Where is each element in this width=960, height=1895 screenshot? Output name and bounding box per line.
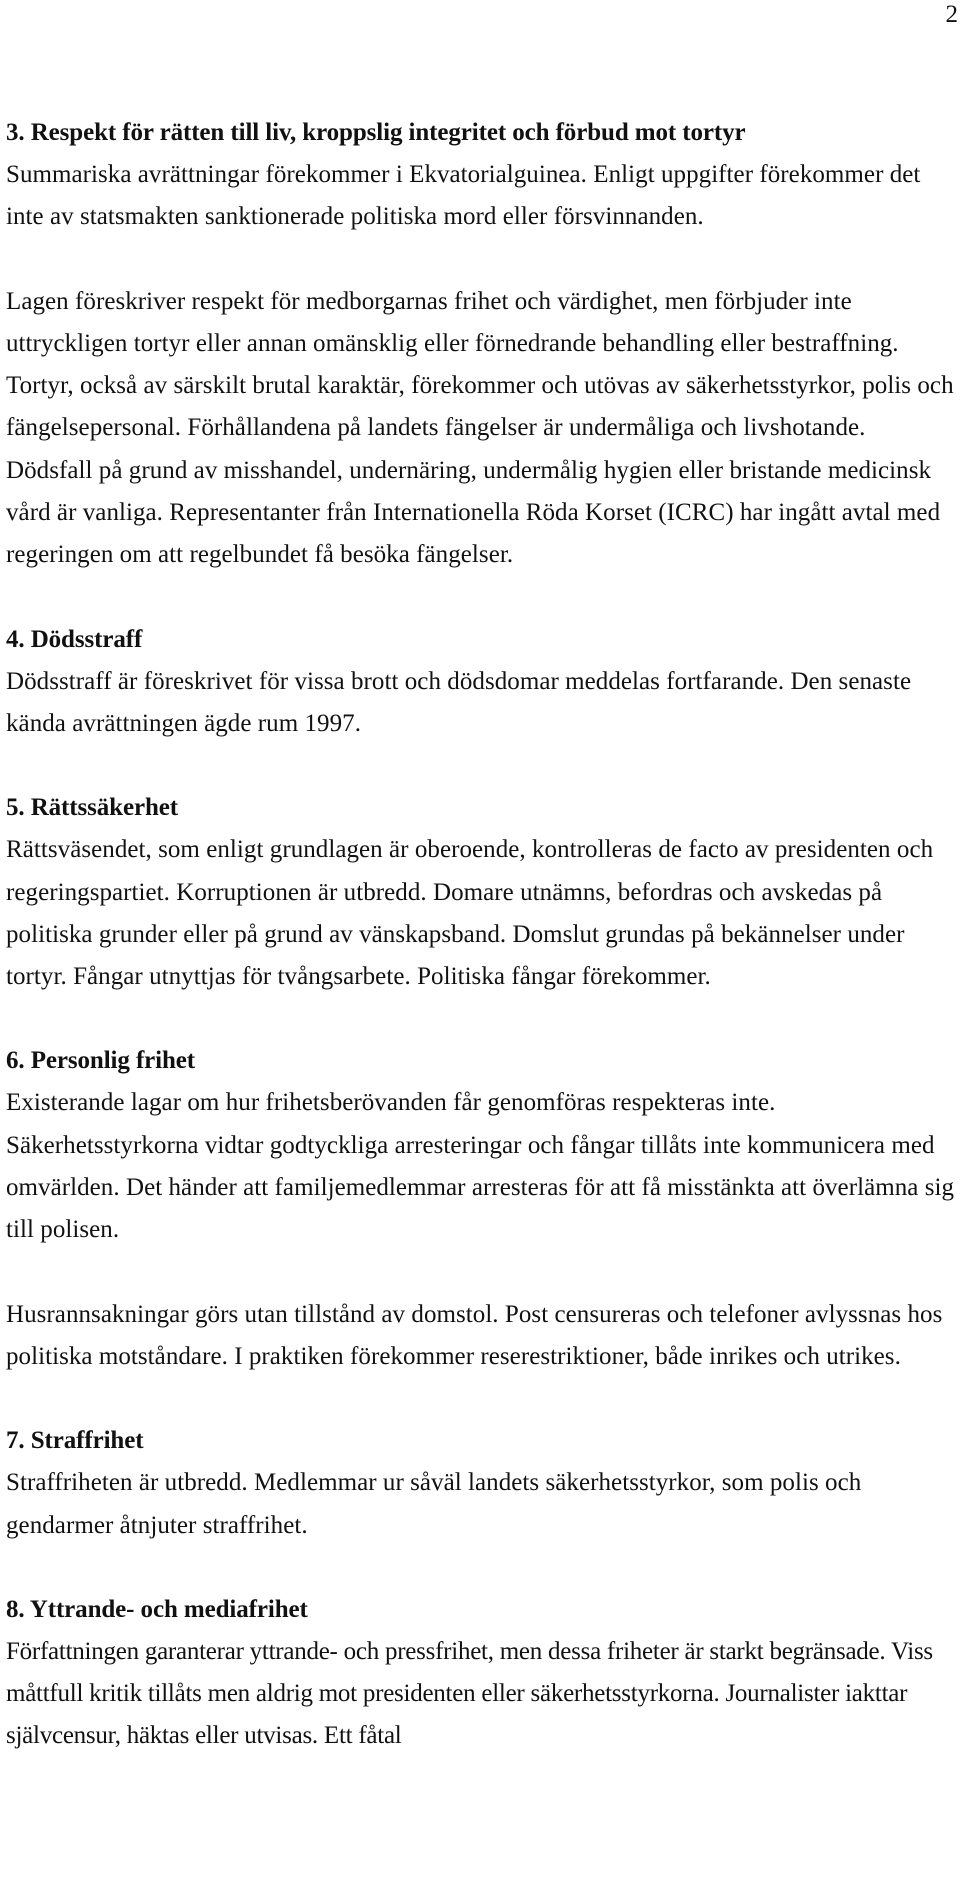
section-8	[6, 1589, 956, 1758]
section-paragraph: Dödsstraff är föreskrivet för vissa brott och dödsdomar meddelas fortfarande. Den senaste kända avrättningen ägde rum 1997.	[6, 667, 912, 737]
section-heading: 7. Straffrihet	[6, 1427, 144, 1455]
section-paragraph: Summariska avrättningar förekommer i Ekvatorialguinea. Enligt uppgifter förekommer det inte av statsmakten sanktionerade politiska mord eller försvinnanden.	[6, 161, 921, 231]
section-heading: 8. Yttrande- och mediafrihet	[6, 1595, 308, 1623]
section-paragraph: Husrannsakningar görs utan tillstånd av domstol. Post censureras och telefoner avlyssnas hos politiska motståndare. I praktiken förekommer reserestriktioner, både inrikes och utrikes.	[6, 1300, 943, 1370]
section-paragraph: Straffriheten är utbredd. Medlemmar ur såväl landets säkerhetsstyrkor, som polis och gendarmer åtnjuter straffrihet.	[6, 1469, 862, 1539]
section-3	[6, 112, 956, 577]
section-paragraph: Existerande lagar om hur frihetsberövanden får genomföras respekteras inte. Säkerhetsstyrkorna vidtar godtyckliga arresteringar och fångar tillåts inte kommunicera med omvärlden. Det händer att familjemedlemmar arresteras för att få misstänkta att överlämna sig till polisen.	[6, 1089, 955, 1244]
section-heading: 4. Dödsstraff	[6, 625, 143, 653]
section-7	[6, 1420, 956, 1547]
section-paragraph: Lagen föreskriver respekt för medborgarnas frihet och värdighet, men förbjuder inte uttryckligen tortyr eller annan omänsklig eller förnedrande behandling eller bestraffning. Tortyr, också av särskilt brutal karaktär, förekommer och utövas av säkerhetsstyrkor, polis och fängelsepersonal. Förhållandena på landets fängelser är undermåliga och livshotande. Dödsfall på grund av misshandel, undernäring, undermålig hygien eller bristande medicinsk vård är vanliga. Representanter från Internationella Röda Korset (ICRC) har ingått avtal med regeringen om att regelbundet få besöka fängelser.	[6, 287, 954, 569]
section-6	[6, 1040, 956, 1378]
section-paragraph: Rättsväsendet, som enligt grundlagen är oberoende, kontrolleras de facto av presidenten och regeringspartiet. Korruptionen är utbredd. Domare utnämns, befordras och avskedas på politiska grunder eller på grund av vänskapsband. Domslut grundas på bekännelser under tortyr. Fångar utnyttjas för tvångsarbete. Politiska fångar förekommer.	[6, 836, 934, 991]
section-heading: 3. Respekt för rätten till liv, kroppslig integritet och förbud mot tortyr	[6, 119, 746, 146]
section-4	[6, 619, 956, 746]
section-paragraph: Författningen garanterar yttrande- och pressfrihet, men dessa friheter är starkt begränsade. Viss måttfull kritik tillåts men aldrig mot presidenten eller säkerhetsstyrkorna. Journalister iakttar självcensur, häktas eller utvisas. Ett fåtal	[6, 1637, 933, 1750]
page-number: 2	[945, 1, 958, 28]
section-5	[6, 787, 956, 998]
document-body	[6, 112, 956, 1800]
section-heading: 5. Rättssäkerhet	[6, 794, 178, 822]
section-heading: 6. Personlig frihet	[6, 1047, 196, 1075]
